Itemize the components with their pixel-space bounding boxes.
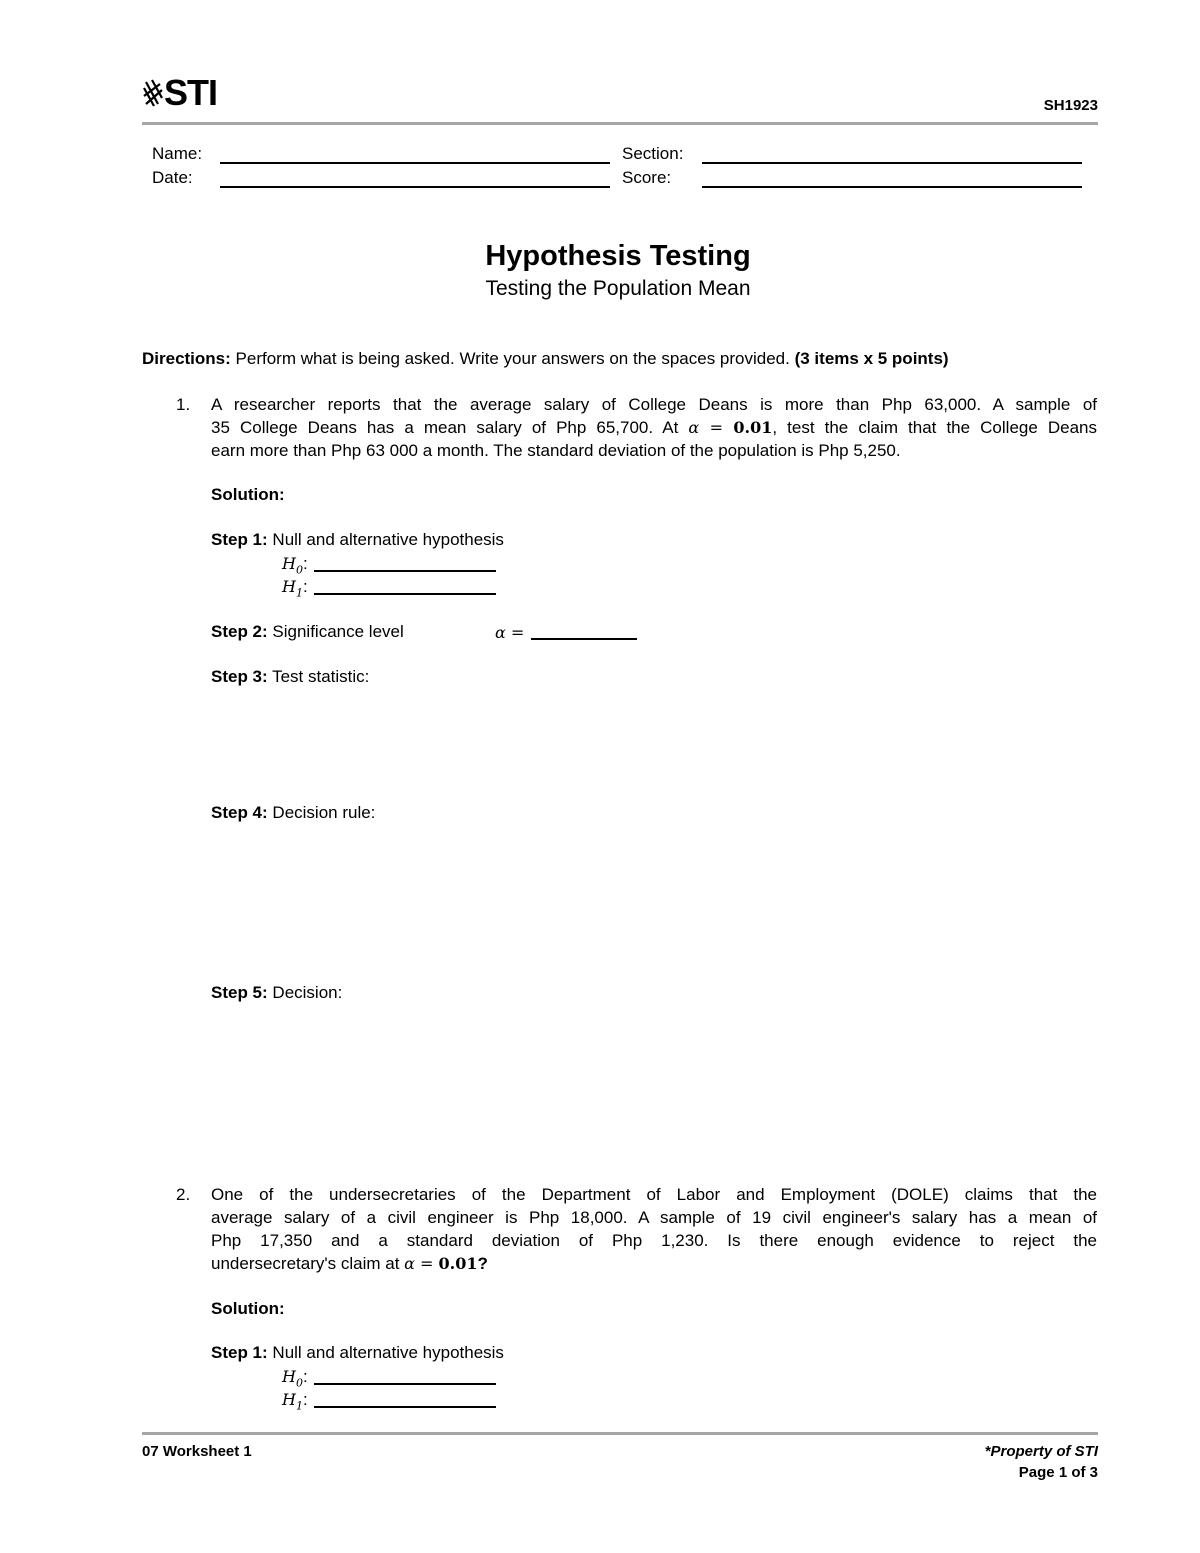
step-label: Step 5: [211,983,268,1002]
header-rule [142,122,1098,125]
step-text: Significance level [267,622,404,641]
directions [142,347,949,370]
footer-page-number: Page 1 of 3 [1018,1464,1098,1481]
h0-answer-field[interactable] [314,1383,496,1385]
section-field[interactable] [702,162,1082,164]
step-1 [211,528,504,551]
step-label: Step 3: [211,667,268,686]
colon: : [302,554,308,573]
h-symbol: H [282,554,296,573]
globe-icon [142,78,164,108]
step-text: Decision: [267,983,343,1002]
directions-text: Perform what is being asked. Write your answers on the spaces provided. [230,349,795,368]
directions-points: (3 items x 5 points) [794,349,949,368]
h1-answer-field[interactable] [314,593,496,595]
step-5 [211,981,342,1004]
step-label: Step 2: [211,622,268,641]
solution-label: Solution: [211,1299,285,1318]
name-label: Name: [152,144,203,163]
step-text: Null and alternative hypothesis [267,1343,504,1362]
question-line [211,416,1097,439]
question-line: One of the undersecretaries of the Department of Labor and Employment (DOLE) claims that the [211,1185,1097,1204]
question-text: 35 College Deans has a mean salary of Php 65,700. At [211,418,689,437]
alpha-equals: α = [495,623,525,642]
directions-label: Directions: [142,349,231,368]
date-label: Date: [152,168,193,187]
alpha-value: 0.01 [438,1254,478,1273]
step-4 [211,801,375,824]
step-label: Step 1: [211,530,268,549]
step-1 [211,1341,504,1364]
item-number: 1. [176,395,191,414]
item-number: 2. [176,1185,191,1204]
name-field[interactable] [220,162,610,164]
h-subscript: 1 [295,1399,303,1413]
alpha-value: 0.01 [733,418,773,437]
step-label: Step 1: [211,1343,268,1362]
h-subscript: 1 [295,586,303,600]
solution-label: Solution: [211,485,285,504]
question-line: Php 17,350 and a standard deviation of Php 1,230. Is there enough evidence to reject the [211,1231,1097,1250]
sti-logo [142,72,217,114]
item-1-question [211,393,1097,462]
score-field[interactable] [702,186,1082,188]
document-code: SH1923 [1043,97,1098,114]
h0-answer-field[interactable] [314,570,496,572]
h1-label [282,575,308,604]
h-symbol: H [282,1390,296,1409]
colon: : [302,1367,308,1386]
question-line: earn more than Php 63 000 a month. The standard deviation of the population is Php 5,250. [211,441,901,460]
h-symbol: H [282,577,296,596]
page-subtitle: Testing the Population Mean [485,277,751,300]
h1-answer-field[interactable] [314,1406,496,1408]
h-subscript: 0 [295,1376,303,1390]
score-label: Score: [622,168,672,187]
question-text: , test the claim that the College Deans [772,418,1098,437]
footer-property: *Property of STI [984,1443,1098,1460]
alpha-answer-field[interactable] [531,638,637,640]
step-text: Test statistic: [267,667,370,686]
step-3 [211,665,369,688]
step-text: Decision rule: [267,803,376,822]
step-2 [211,620,404,643]
h-symbol: H [282,1367,296,1386]
logo-text: STI [164,72,218,113]
footer-worksheet: 07 Worksheet 1 [142,1443,252,1460]
h-subscript: 0 [295,563,303,577]
question-line: A researcher reports that the average salary of College Deans is more than Php 63,000. A sample of [211,395,1097,414]
question-line: average salary of a civil engineer is Php 18,000. A sample of 19 civil engineer's salary has a mean of [211,1208,1097,1227]
h1-label [282,1388,308,1417]
step-text: Null and alternative hypothesis [267,530,504,549]
colon: : [302,1390,308,1409]
question-text: undersecretary's claim at [211,1254,405,1273]
page-title: Hypothesis Testing [485,240,751,272]
alpha-symbol: α = [688,418,734,437]
footer-rule [142,1432,1098,1435]
colon: : [302,577,308,596]
item-2-question [211,1183,1097,1275]
question-line [211,1252,1097,1275]
section-label: Section: [622,144,684,163]
step-label: Step 4: [211,803,268,822]
date-field[interactable] [220,186,610,188]
alpha-symbol: α = [404,1254,439,1273]
question-text: ? [477,1254,488,1273]
